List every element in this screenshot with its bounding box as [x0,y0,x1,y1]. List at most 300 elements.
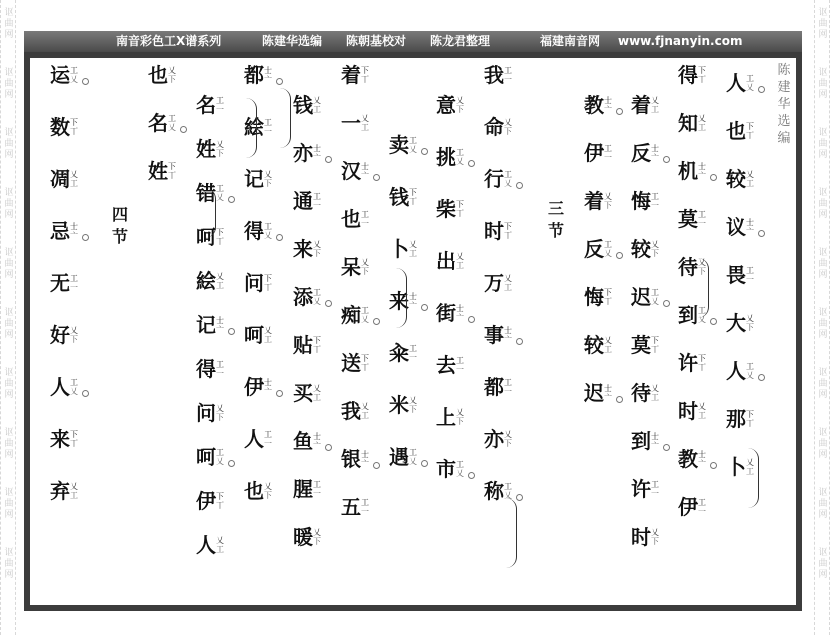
notation-mark: 工 乂 [409,136,417,154]
lyric-char: 问 [244,271,264,295]
beat-circle [82,234,89,241]
lyric-char: 亦 [484,427,504,451]
notation-mark: 工 乂 [698,306,706,324]
lyric-char: 人 [50,375,70,399]
lyric-char: 通 [293,189,313,213]
lyric-char: 得 [678,63,698,87]
lyric-column [44,58,88,605]
beat-circle [228,460,235,467]
lyric-char: 来 [50,427,70,451]
lyric-char: 错 [196,181,216,205]
lyric-char: 大 [726,311,746,335]
lyric-char: 悔 [584,285,604,309]
lyric-char: 人 [196,533,216,557]
watermark-text: 讴 曲 网 [818,428,828,460]
slur-mark [246,98,257,158]
notation-mark: 乂 工 [698,402,706,420]
lyric-char: 痴 [341,303,361,327]
notation-mark: 乂 工 [504,274,512,292]
notation-mark: 乂 工 [698,114,706,132]
watermark-text: 讴 曲 网 [818,68,828,100]
notation-mark: 乂 下 [216,404,224,422]
notation-mark: 乂 下 [651,240,659,258]
lyric-char: 名 [196,93,216,117]
notation-mark: 下 丅 [70,118,78,136]
beat-circle [516,182,523,189]
lyric-char: 街 [436,301,456,325]
notation-mark: 士 亠 [604,96,612,114]
lyric-char: 絵 [196,269,216,293]
lyric-char: 也 [341,207,361,231]
site-url[interactable]: www.fjnanyin.com [618,34,743,48]
lyric-char: 贴 [293,333,313,357]
notation-mark: 工 乂 [70,66,78,84]
notation-mark: 下 丅 [698,66,706,84]
lyric-char: 亦 [293,141,313,165]
lyric-char: 时 [631,525,651,549]
notation-mark: 乂 下 [409,396,417,414]
lyric-column [238,58,282,605]
lyric-char: 行 [484,167,504,191]
notation-mark: 乂 下 [313,528,321,546]
lyric-char: 名 [148,111,168,135]
notation-mark: 工 一 [698,210,706,228]
notation-mark: 士 亠 [746,218,754,236]
lyric-char: 弃 [50,479,70,503]
beat-circle [276,390,283,397]
watermark-text: 讴 曲 网 [4,248,14,280]
slur-mark [698,258,709,318]
lyric-char: 命 [484,115,504,139]
notation-mark: 工 乂 [456,460,464,478]
notation-mark: 工 乂 [361,306,369,324]
lyric-column [625,58,669,605]
site-name: 福建南音网 [540,34,601,48]
notation-mark: 乂 工 [746,170,754,188]
notation-mark: 工 一 [313,192,321,210]
beat-circle [468,316,475,323]
notation-mark: 士 亠 [70,222,78,240]
lyric-char: 知 [678,111,698,135]
beat-circle [758,86,765,93]
watermark-text: 讴 曲 网 [4,488,14,520]
lyric-char: 一 [341,111,361,135]
lyric-column [383,58,427,605]
watermark-text: 讴 曲 网 [4,428,14,460]
lyric-char: 絵 [244,115,264,139]
lyric-char: 待 [631,381,651,405]
notation-mark: 工 一 [264,118,272,136]
notation-mark: 下 丅 [313,336,321,354]
beat-circle [663,156,670,163]
notation-mark: 工 一 [313,480,321,498]
lyric-column [287,58,331,605]
lyric-char: 市 [436,457,456,481]
beat-circle [325,156,332,163]
beat-circle [516,494,523,501]
notation-mark: 下 丅 [361,66,369,84]
lyric-char: 伊 [678,495,698,519]
lyric-char: 柴 [436,197,456,221]
beat-circle [710,318,717,325]
lyric-char: 鱼 [293,429,313,453]
beat-circle [468,472,475,479]
beat-circle [373,318,380,325]
notation-mark: 乂 下 [264,170,272,188]
notation-mark: 乂 下 [216,140,224,158]
beat-circle [325,444,332,451]
lyric-column [335,58,379,605]
watermark-text: 讴 曲 网 [4,188,14,220]
lyric-column [430,58,474,605]
notation-mark: 乂 工 [264,326,272,344]
notation-mark: 工 乂 [456,148,464,166]
lyric-char: 时 [678,399,698,423]
notation-mark: 乂 工 [651,384,659,402]
lyric-char: 得 [244,219,264,243]
lyric-char: 姓 [148,159,168,183]
watermark-text: 讴 曲 网 [818,248,828,280]
lyric-column [142,58,186,605]
notation-mark: 工 一 [651,192,659,210]
lyric-char: 买 [293,381,313,405]
watermark-text: 讴 曲 网 [818,488,828,520]
lyric-char: 人 [726,71,746,95]
lyric-char: 事 [484,323,504,347]
lyric-char: 意 [436,93,456,117]
watermark-text: 讴 曲 网 [818,8,828,40]
notation-mark: 乂 工 [361,114,369,132]
lyric-char: 莫 [631,333,651,357]
lyric-char: 时 [484,219,504,243]
notation-mark: 工 一 [698,498,706,516]
lyric-char: 出 [436,249,456,273]
beat-circle [373,174,380,181]
notation-mark: 士 亠 [216,316,224,334]
lyric-char: 教 [584,93,604,117]
notation-mark: 工 一 [216,360,224,378]
notation-mark: 乂 下 [504,430,512,448]
lyric-char: 记 [196,313,216,337]
selected-by: 陈建华选编 [262,34,323,48]
lyric-char: 称 [484,479,504,503]
notation-mark: 乂 下 [604,192,612,210]
beat-circle [276,234,283,241]
beat-circle [616,108,623,115]
notation-mark: 乂 工 [604,336,612,354]
watermark-text: 讴 曲 网 [4,68,14,100]
score-sheet [30,58,796,605]
slur-mark [748,448,759,508]
lyric-char: 反 [584,237,604,261]
lyric-char: 腥 [293,477,313,501]
watermark-text: 讴 曲 网 [4,308,14,340]
lyric-char: 钱 [389,185,409,209]
beat-circle [228,196,235,203]
lyric-char: 许 [631,477,651,501]
notation-mark: 士 亠 [313,432,321,450]
beat-circle [276,78,283,85]
lyric-char: 籴 [389,341,409,365]
lyric-char: 议 [726,215,746,239]
lyric-char: 挑 [436,145,456,169]
notation-mark: 乂 下 [361,258,369,276]
beat-circle [373,462,380,469]
notation-mark: 士 亠 [409,292,417,310]
notation-mark: 下 丅 [70,430,78,448]
notation-mark: 下 丅 [264,274,272,292]
notation-mark: 乂 工 [361,402,369,420]
notation-mark: 乂 工 [456,252,464,270]
lyric-column [578,58,622,605]
beat-circle [616,252,623,259]
watermark-text: 讴 曲 网 [4,548,14,580]
watermark-text: 讴 曲 网 [818,188,828,220]
notation-mark: 工 乂 [409,448,417,466]
notation-mark: 工 一 [409,344,417,362]
lyric-char: 也 [148,63,168,87]
beat-circle [82,390,89,397]
lyric-char: 忌 [50,219,70,243]
notation-mark: 士 亠 [361,162,369,180]
lyric-column [190,58,234,605]
notation-mark: 工 一 [70,274,78,292]
lyric-char: 呵 [244,323,264,347]
slur-mark [280,88,291,148]
beat-circle [468,160,475,167]
lyric-char: 上 [436,405,456,429]
lyric-char: 得 [196,357,216,381]
editor-credit: 陈建华选编 [777,63,791,146]
notation-mark: 乂 工 [409,240,417,258]
notation-mark: 工 一 [361,210,369,228]
lyric-char: 都 [244,63,264,87]
notation-mark: 乂 工 [216,536,224,554]
notation-mark: 乂 下 [264,482,272,500]
notation-mark: 乂 下 [504,118,512,136]
lyric-char: 许 [678,351,698,375]
lyric-char: 较 [631,237,651,261]
title-bar [24,31,802,52]
lyric-char: 待 [678,255,698,279]
series-title: 南音彩色工X谱系列 [116,34,222,48]
notation-mark: 工 乂 [504,482,512,500]
notation-mark: 乂 工 [313,96,321,114]
lyric-char: 较 [726,167,746,191]
lyric-char: 卖 [389,133,409,157]
notation-mark: 士 亠 [651,144,659,162]
beat-circle [663,444,670,451]
beat-circle [516,338,523,345]
slur-mark [506,498,517,568]
notation-mark: 下 丅 [604,288,612,306]
lyric-char: 来 [389,289,409,313]
lyric-char: 去 [436,353,456,377]
lyric-char: 无 [50,271,70,295]
lyric-char: 钱 [293,93,313,117]
notation-mark: 乂 工 [651,96,659,114]
notation-mark: 工 一 [216,96,224,114]
lyric-char: 米 [389,393,409,417]
beat-circle [758,230,765,237]
proofread-by: 陈朝基校对 [346,34,407,48]
notation-mark: 士 亠 [504,326,512,344]
section-heading-3: 三节 [547,199,564,240]
notation-mark: 工 乂 [313,288,321,306]
slur-mark [396,268,407,328]
notation-mark: 工 乂 [264,222,272,240]
notation-mark: 乂 下 [651,528,659,546]
beat-circle [663,300,670,307]
notation-mark: 工 一 [504,66,512,84]
notation-mark: 乂 工 [313,384,321,402]
notation-mark: 乂 下 [168,66,176,84]
section-heading-4: 四节 [111,205,128,246]
beat-circle [421,304,428,311]
lyric-char: 也 [244,479,264,503]
lyric-char: 呆 [341,255,361,279]
lyric-char: 机 [678,159,698,183]
lyric-column [720,58,764,605]
lyric-char: 呵 [196,225,216,249]
lyric-char: 记 [244,167,264,191]
lyric-char: 畏 [726,263,746,287]
watermark-text: 讴 曲 网 [4,368,14,400]
beat-circle [710,462,717,469]
notation-mark: 工 一 [651,480,659,498]
lyric-char: 迟 [584,381,604,405]
notation-mark: 工 一 [456,356,464,374]
notation-mark: 工 乂 [216,448,224,466]
lyric-char: 都 [484,375,504,399]
lyric-char: 卜 [389,237,409,261]
lyric-char: 好 [50,323,70,347]
right-watermark-strip [814,0,830,635]
lyric-char: 那 [726,407,746,431]
lyric-char: 着 [341,63,361,87]
notation-mark: 工 一 [361,498,369,516]
lyric-char: 送 [341,351,361,375]
notation-mark: 士 亠 [651,432,659,450]
lyric-char: 暖 [293,525,313,549]
beat-circle [82,78,89,85]
watermark-text: 讴 曲 网 [4,8,14,40]
beat-circle [421,148,428,155]
notation-mark: 工 乂 [651,288,659,306]
lyric-column [672,58,716,605]
notation-mark: 下 丅 [504,222,512,240]
watermark-text: 讴 曲 网 [818,128,828,160]
lyric-char: 着 [631,93,651,117]
lyric-char: 卜 [726,455,746,479]
lyric-char: 我 [484,63,504,87]
notation-mark: 士 亠 [698,450,706,468]
lyric-char: 银 [341,447,361,471]
notation-mark: 士 亠 [604,384,612,402]
lyric-char: 较 [584,333,604,357]
lyric-char: 莫 [678,207,698,231]
notation-mark: 下 丅 [651,336,659,354]
lyric-char: 数 [50,115,70,139]
notation-mark: 下 丅 [456,200,464,218]
lyric-char: 人 [726,359,746,383]
notation-mark: 乂 下 [313,240,321,258]
notation-mark: 士 亠 [313,144,321,162]
notation-mark: 工 一 [604,144,612,162]
notation-mark: 乂 下 [746,314,754,332]
lyric-char: 伊 [244,375,264,399]
notation-mark: 下 丅 [361,354,369,372]
left-watermark-strip [0,0,16,635]
beat-circle [180,126,187,133]
slur-mark [205,188,216,238]
notation-mark: 士 亠 [264,66,272,84]
watermark-text: 讴 曲 网 [818,548,828,580]
lyric-char: 汉 [341,159,361,183]
beat-circle [710,174,717,181]
lyric-char: 人 [244,427,264,451]
lyric-char: 运 [50,63,70,87]
organized-by: 陈龙君整理 [430,34,491,48]
notation-mark: 乂 下 [456,408,464,426]
watermark-text: 讴 曲 网 [818,368,828,400]
lyric-char: 悔 [631,189,651,213]
notation-mark: 工 乂 [168,114,176,132]
lyric-char: 我 [341,399,361,423]
notation-mark: 下 丅 [409,188,417,206]
notation-mark: 乂 工 [70,482,78,500]
lyric-char: 迟 [631,285,651,309]
notation-mark: 工 一 [264,430,272,448]
watermark-text: 讴 曲 网 [818,308,828,340]
notation-mark: 下 丅 [216,228,224,246]
notation-mark: 工 乂 [604,240,612,258]
notation-mark: 下 丅 [746,122,754,140]
lyric-char: 遇 [389,445,409,469]
lyric-char: 五 [341,495,361,519]
notation-mark: 下 丅 [698,354,706,372]
beat-circle [616,396,623,403]
lyric-char: 呵 [196,445,216,469]
notation-mark: 乂 工 [746,458,754,476]
notation-mark: 下 丅 [746,410,754,428]
notation-mark: 下 丅 [216,492,224,510]
notation-mark: 士 亠 [698,162,706,180]
notation-mark: 工 一 [746,266,754,284]
notation-mark: 工 乂 [70,378,78,396]
lyric-char: 也 [726,119,746,143]
notation-mark: 工 乂 [216,184,224,202]
notation-mark: 下 丅 [168,162,176,180]
lyric-char: 着 [584,189,604,213]
lyric-char: 添 [293,285,313,309]
notation-mark: 士 亠 [361,450,369,468]
lyric-char: 凋 [50,167,70,191]
beat-circle [421,460,428,467]
lyric-char: 到 [631,429,651,453]
lyric-char: 教 [678,447,698,471]
notation-mark: 工 一 [504,378,512,396]
lyric-char: 伊 [196,489,216,513]
notation-mark: 工 乂 [746,74,754,92]
score-frame [24,31,802,611]
notation-mark: 士 亠 [264,378,272,396]
lyric-char: 反 [631,141,651,165]
beat-circle [758,374,765,381]
beat-circle [228,328,235,335]
notation-mark: 乂 工 [216,272,224,290]
beat-circle [325,300,332,307]
